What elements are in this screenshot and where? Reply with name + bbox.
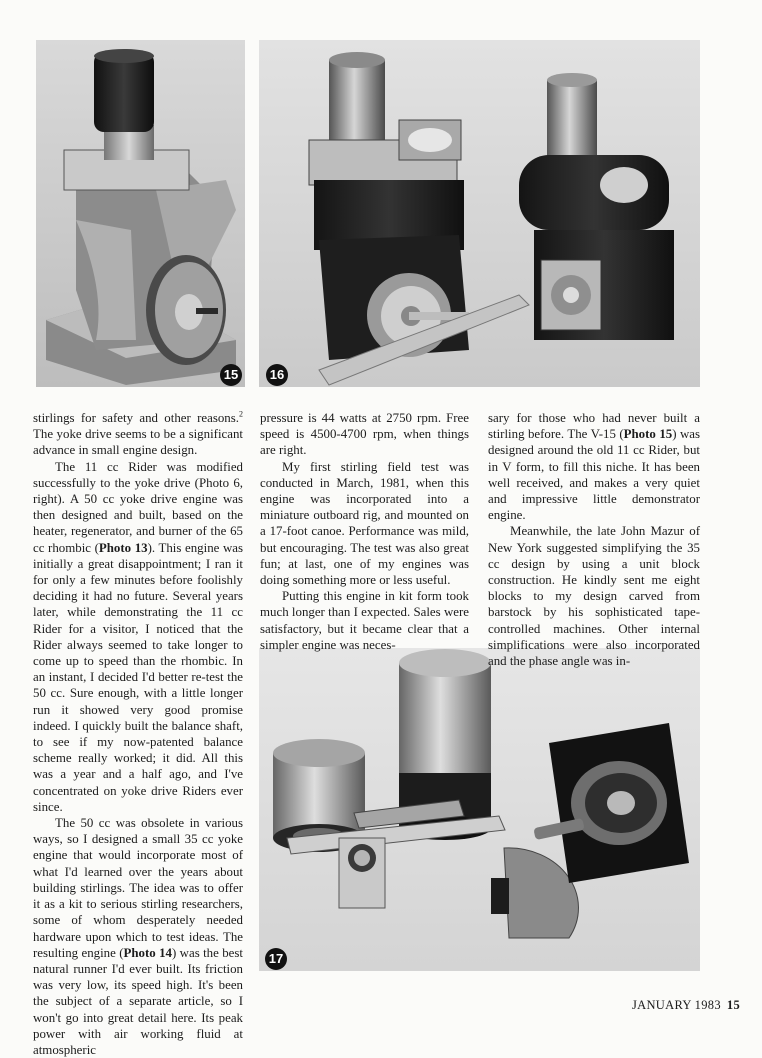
text-column-1 <box>33 410 243 1058</box>
footnote-ref: 2 <box>239 409 243 419</box>
paragraph <box>488 410 700 523</box>
paragraph: My first stirling field test was conducted in March, 1981, when this engine was incorporated into a miniature outboard rig, and mounted on a 17-foot canoe. Performance was mild, but encouraging. The test was also great fun; at last, one of my engines was doing something more or less useful. <box>260 459 469 588</box>
photo-17 <box>259 648 700 971</box>
paragraph <box>33 459 243 815</box>
paragraph: Putting this engine in kit form took much longer than I expected. Sales were satisfactory, but it became clear that a simpler engine was neces- <box>260 589 469 652</box>
text-column-2 <box>260 410 469 653</box>
paragraph: Meanwhile, the late John Mazur of New York suggested simplifying the 35 cc design by using a unit block construction. He kindly sent me eight blocks to my design carved from barstock by his sophisticated tape-controlled machines. Other internal simplifications were also incorporated and the phase angle was in- <box>488 524 700 669</box>
photo-number-badge: 17 <box>265 948 287 970</box>
photo-ref: Photo 13 <box>98 540 148 555</box>
paragraph <box>33 815 243 1058</box>
paragraph: pressure is 44 watts at 2750 rpm. Free speed is 4500-4700 rpm, when things are right. <box>260 411 469 458</box>
page-number: 15 <box>726 998 740 1012</box>
text-column-3 <box>488 410 700 669</box>
photo-ref: Photo 14 <box>123 945 173 960</box>
page-footer <box>632 998 740 1013</box>
text-run: ) was designed around the old 11 cc Rider, but in V form, to fill this niche. It has been well received, and makes a very quiet and impressive little demonstrator engine. <box>488 427 701 523</box>
photo-number-badge: 15 <box>220 364 242 386</box>
text-run: ). This engine was initially a great disappointment; I ran it for only a few minutes before foolishly deciding it had no future. Several years later, while demonstrating the 11 cc Rider for a visitor, I noticed that the Rider always seemed to take longer to come up to speed than the rhombic. In an instant, I decided I'd better re-test the 50 cc. Sure enough, with a little longer run it showed very good promise indeed. I quickly built the balance shaft, to see if my now-patented balance scheme really worked; it did. All this was a year and a half ago, and I've concentrated on yoke drive Riders ever since. <box>33 540 244 814</box>
text-run: The yoke drive seems to be a significant advance in small engine design. <box>33 427 243 458</box>
text-run: sary for those who had never built a stirling before. The V-15 ( <box>488 411 700 442</box>
issue-date: JANUARY 1983 <box>631 998 721 1012</box>
text-run: The 11 cc Rider was modified successfully to the yoke drive (Photo 6, right). A 50 cc yoke drive engine was then designed and built, based on the heater, regenerator, and burner of the 65 cc rhombic ( <box>33 459 243 555</box>
photo-16 <box>259 40 700 387</box>
text-run: stirlings for safety and other reasons. <box>33 411 239 425</box>
photo-number-badge: 16 <box>266 364 288 386</box>
photo-15 <box>36 40 245 387</box>
paragraph <box>33 410 243 459</box>
text-run: The 50 cc was obsolete in various ways, so I designed a small 35 cc yoke engine that would incorporate most of what I'd learned over the years about building stirlings. The idea was to offer it as a kit to serious stirling researchers, some of whom desperately needed hardware upon which to test ideas. The resulting engine ( <box>33 816 243 960</box>
photo-ref: Photo 15 <box>623 427 673 442</box>
text-run: ) was the best natural runner I'd ever built. Its friction was very low, its speed high. It's been the subject of a separate article, so I won't go into great detail here. Its peak power with air working fluid at atmospheric <box>33 945 243 1057</box>
